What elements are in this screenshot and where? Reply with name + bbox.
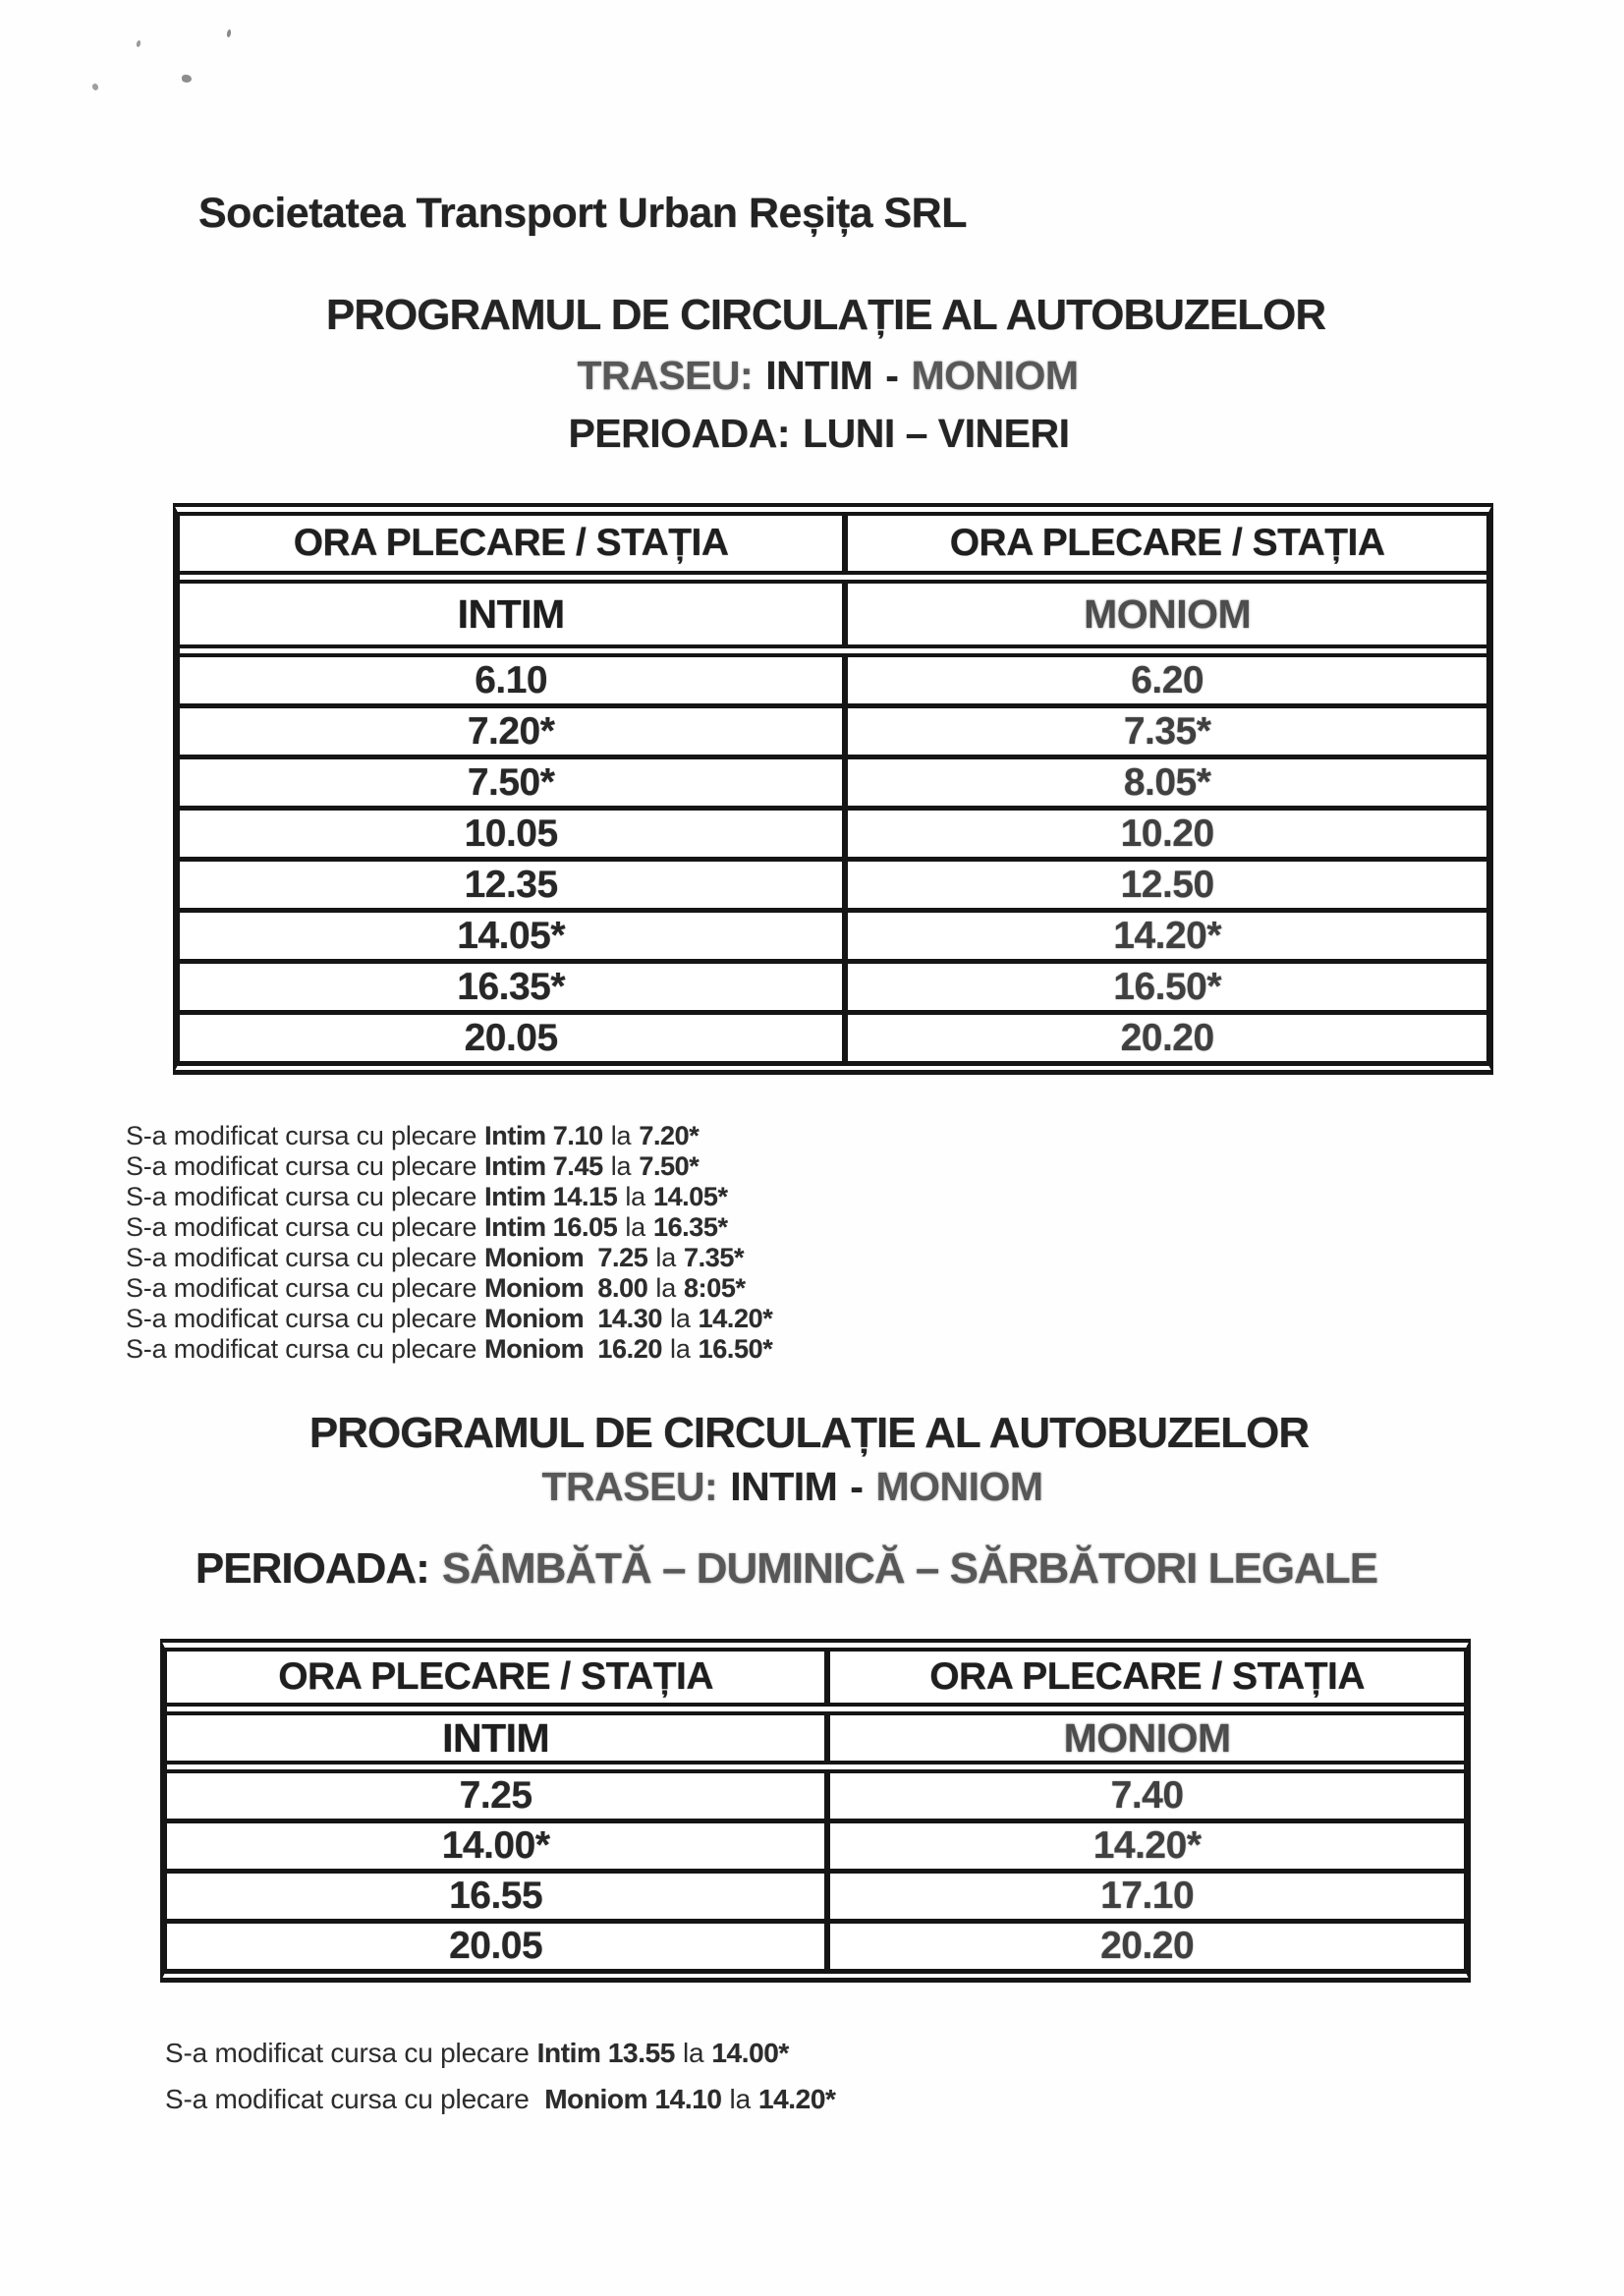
route-from: INTIM [730,1464,838,1509]
route-dash: - [850,1464,864,1509]
time-cell: 14.20* [1113,914,1222,957]
time-cell: 7.20* [180,708,848,755]
schedule-row [167,1819,1464,1869]
route-dash: - [885,353,899,398]
weekday-col2-header: ORA PLECARE / STAȚIA [949,522,1385,564]
schedule-row [180,857,1486,908]
time-cell: 7.35* [1123,709,1211,753]
weekday-section-title: PROGRAMUL DE CIRCULAȚIE AL AUTOBUZELOR [325,291,1326,339]
note-line: S-a modificat cursa cu plecare Moniom 8.00 la 8:05* [126,1273,746,1303]
schedule-row [180,908,1486,959]
time-cell: 7.40 [1110,1774,1184,1817]
weekday-notes [126,1121,772,1365]
route-to: MONIOM [911,353,1079,398]
note-line: S-a modificat cursa cu plecare Moniom 16.20 la 16.50* [126,1334,773,1364]
weekday-schedule-table [173,503,1493,1075]
weekend-col2-header: ORA PLECARE / STAȚIA [929,1655,1366,1698]
weekday-col1-header: ORA PLECARE / STAȚIA [180,516,848,571]
note-line: S-a modificat cursa cu plecare Intim 14.15 la 14.05* [126,1182,728,1211]
weekday-station-moniom: MONIOM [1084,590,1252,637]
route-label: TRASEU: [577,353,754,398]
schedule-row [167,1869,1464,1919]
time-cell: 10.05 [180,811,848,857]
time-cell: 20.05 [180,1015,848,1061]
schedule-row [180,657,1486,703]
time-cell: 8.05* [1123,760,1211,804]
time-cell: 16.50* [1113,965,1222,1008]
time-cell: 16.55 [167,1874,830,1919]
scan-speck [226,29,231,38]
schedule-row [180,959,1486,1010]
time-cell: 20.05 [167,1924,830,1969]
weekend-route-line [0,1464,1604,1510]
route-label: TRASEU: [541,1464,718,1509]
table-station-row [167,1715,1464,1773]
period-label: PERIOADA: [568,411,791,456]
company-title: Societatea Transport Urban Reșița SRL [198,190,967,237]
schedule-row [180,1010,1486,1061]
note-line: S-a modificat cursa cu plecare Intim 16.05 la 16.35* [126,1212,728,1242]
weekend-station-moniom: MONIOM [1063,1714,1231,1761]
time-cell: 10.20 [1120,812,1214,855]
table-header-row [180,516,1486,584]
time-cell: 7.25 [167,1773,830,1819]
weekend-schedule-table [160,1639,1471,1983]
note-line: S-a modificat cursa cu plecare Intim 13.55 la 14.00* [165,2037,789,2068]
table-station-row [180,584,1486,657]
schedule-row [180,806,1486,857]
scan-speck [182,75,192,83]
scan-speck [136,40,141,48]
period-value: LUNI – VINERI [803,411,1070,456]
time-cell: 6.20 [1131,658,1204,701]
period-value: SÂMBĂTĂ – DUMINICĂ – SĂRBĂTORI LEGALE [441,1544,1378,1593]
time-cell: 14.20* [1092,1824,1202,1867]
time-cell: 6.10 [180,657,848,703]
note-line: S-a modificat cursa cu plecare Moniom 14.30 la 14.20* [126,1304,773,1333]
schedule-row [180,703,1486,755]
schedule-row [167,1919,1464,1969]
period-label: PERIOADA: [195,1544,429,1593]
time-cell: 16.35* [180,964,848,1010]
note-line: S-a modificat cursa cu plecare Intim 7.45 la 7.50* [126,1151,700,1181]
weekend-section-title: PROGRAMUL DE CIRCULAȚIE AL AUTOBUZELOR [308,1409,1310,1457]
time-cell: 17.10 [1100,1875,1195,1917]
route-from: INTIM [765,353,873,398]
time-cell: 7.50* [180,759,848,806]
weekday-period-line [7,411,1624,457]
time-cell: 12.50 [1120,863,1214,906]
schedule-row [167,1773,1464,1819]
weekend-period-line [0,1544,1598,1594]
note-line: S-a modificat cursa cu plecare Moniom 14.10 la 14.20* [165,2083,836,2114]
weekday-route-line [16,353,1624,399]
weekend-col1-header: ORA PLECARE / STAȚIA [167,1652,830,1703]
time-cell: 20.20 [1120,1016,1214,1059]
time-cell: 12.35 [180,862,848,908]
time-cell: 20.20 [1100,1925,1195,1967]
schedule-row [180,755,1486,806]
time-cell: 14.05* [180,913,848,959]
note-line: S-a modificat cursa cu plecare Moniom 7.25 la 7.35* [126,1243,745,1272]
scan-speck [91,83,99,91]
note-line: S-a modificat cursa cu plecare Intim 7.10 la 7.20* [126,1121,700,1150]
route-to: MONIOM [875,1464,1043,1509]
weekend-notes [165,2030,836,2122]
table-header-row [167,1652,1464,1715]
weekend-station-intim: INTIM [167,1715,830,1761]
weekday-station-intim: INTIM [180,584,848,644]
time-cell: 14.00* [167,1823,830,1869]
